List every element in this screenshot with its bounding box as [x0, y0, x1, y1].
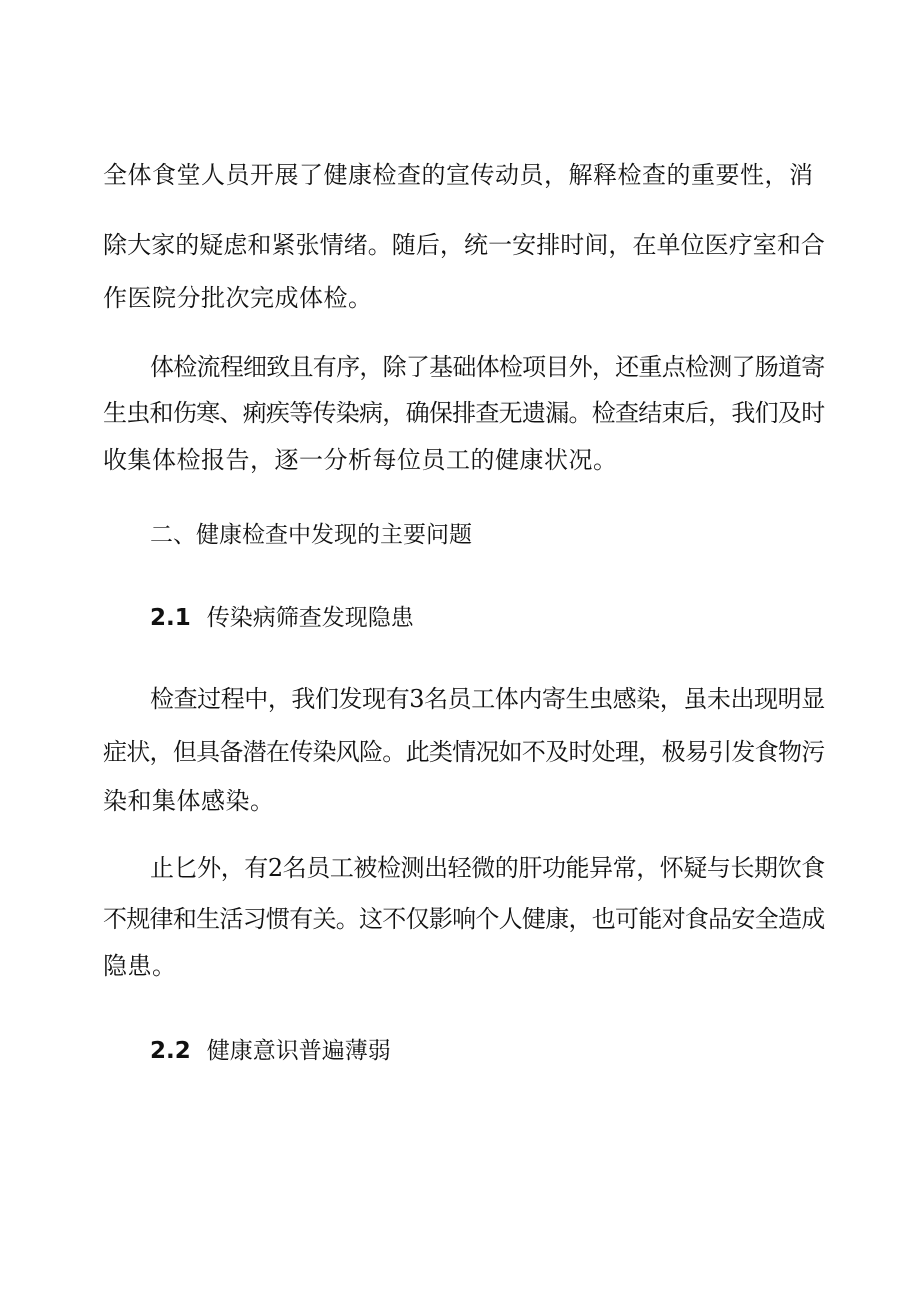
section-heading-2: 二、健康检查中发现的主要问题: [150, 522, 472, 548]
subheading-2-2-number: 2.2: [150, 1038, 191, 1064]
paragraph-4-line-1: 止匕外，有2名员工被检测出轻微的肝功能异常，怀疑与长期饮食: [150, 854, 825, 882]
paragraph-2-line-1: 体检流程细致且有序，除了基础体检项目外，还重点检测了肠道寄: [150, 353, 825, 381]
paragraph-4-line-3: 隐患。: [103, 952, 177, 980]
paragraph-1-line-2: 除大家的疑虑和紧张情绪。随后，统一安排时间，在单位医疗室和合: [103, 231, 825, 259]
paragraph-2-line-2: 生虫和伤寒、痢疾等传染病，确保排查无遗漏。检查结束后，我们及时: [103, 399, 825, 427]
paragraph-1-line-3: 作医院分批次完成体检。: [103, 284, 373, 312]
paragraph-3-line-1: 检查过程中，我们发现有3名员工体内寄生虫感染，虽未出现明显: [150, 685, 825, 713]
subheading-2-1-number: 2.1: [150, 605, 191, 631]
subheading-2-1: [150, 603, 414, 633]
subheading-2-2-title: 健康意识普遍薄弱: [206, 1038, 391, 1064]
paragraph-1-line-1: 全体食堂人员开展了健康检查的宣传动员，解释检查的重要性，消: [103, 161, 814, 189]
paragraph-3-line-2: 症状，但具备潜在传染风险。此类情况如不及时处理，极易引发食物污: [103, 738, 825, 766]
subheading-2-1-title: 传染病筛查发现隐患: [206, 605, 414, 631]
paragraph-4-line-2: 不规律和生活习惯有关。这不仅影响个人健康，也可能对食品安全造成: [103, 905, 825, 933]
subheading-2-2: [150, 1036, 391, 1066]
paragraph-3-line-3: 染和集体感染。: [103, 787, 275, 815]
paragraph-2-line-3: 收集体检报告，逐一分析每位员工的健康状况。: [103, 446, 618, 474]
